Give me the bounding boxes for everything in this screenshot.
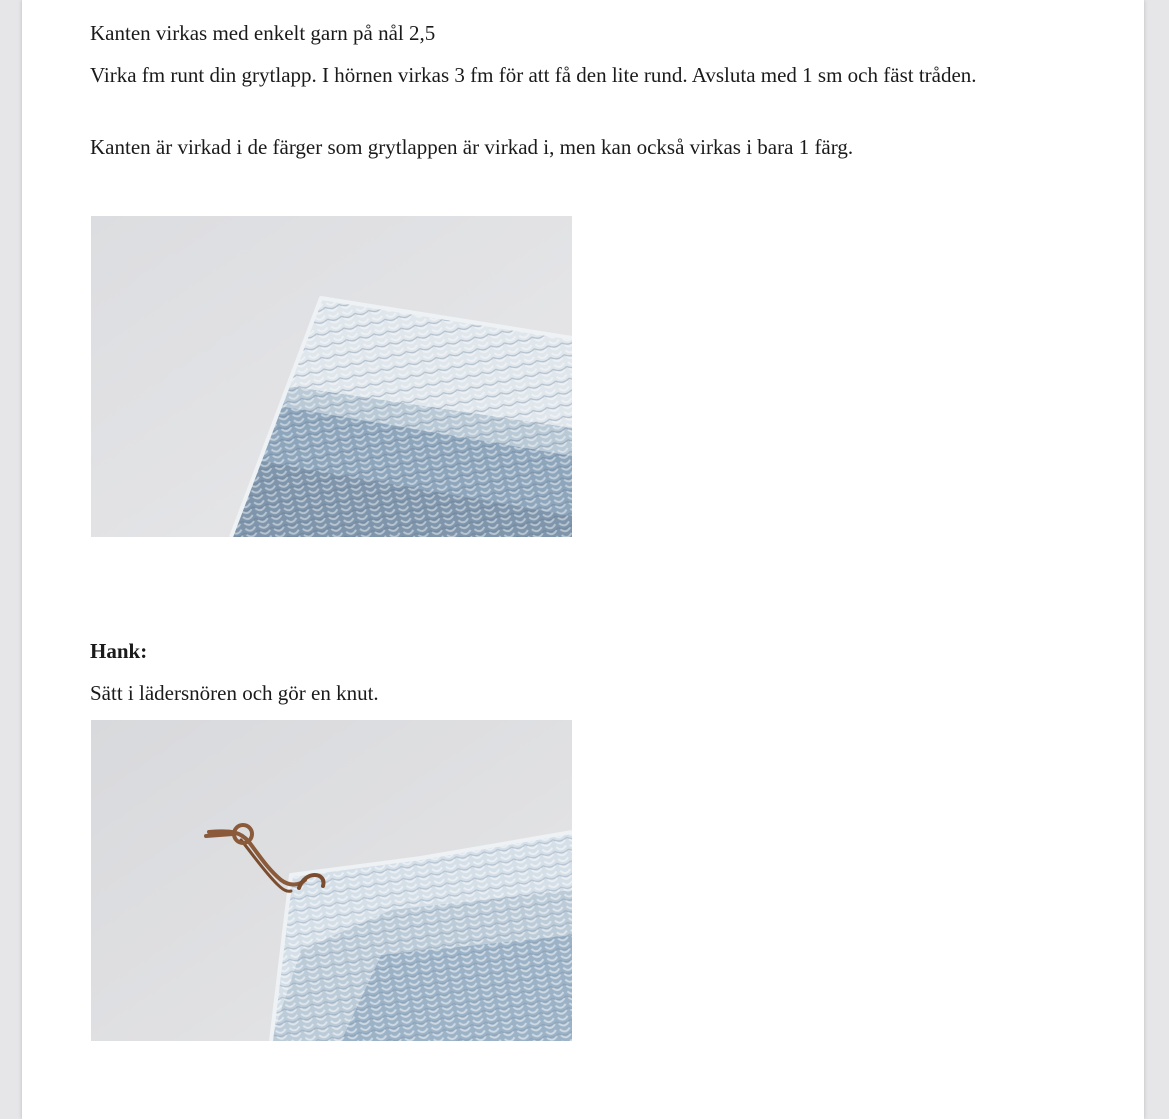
document-page bbox=[22, 0, 1144, 1119]
handle-heading: Hank: bbox=[90, 639, 148, 663]
paragraph-edge-colors: Kanten är virkad i de färger som grytlappen är virkad i, men kan också virkas i bara 1 färg. bbox=[90, 135, 854, 159]
crocheted-edge-photo bbox=[91, 216, 572, 537]
paragraph-edge-instructions: Virka fm runt din grytlapp. I hörnen virkas 3 fm för att få den lite rund. Avsluta med 1 sm och fäst tråden. bbox=[90, 63, 977, 87]
leather-cord-knot-photo bbox=[91, 720, 572, 1041]
paragraph-edge-needle: Kanten virkas med enkelt garn på nål 2,5 bbox=[90, 21, 436, 45]
handle-instruction: Sätt i lädersnören och gör en knut. bbox=[90, 681, 379, 705]
